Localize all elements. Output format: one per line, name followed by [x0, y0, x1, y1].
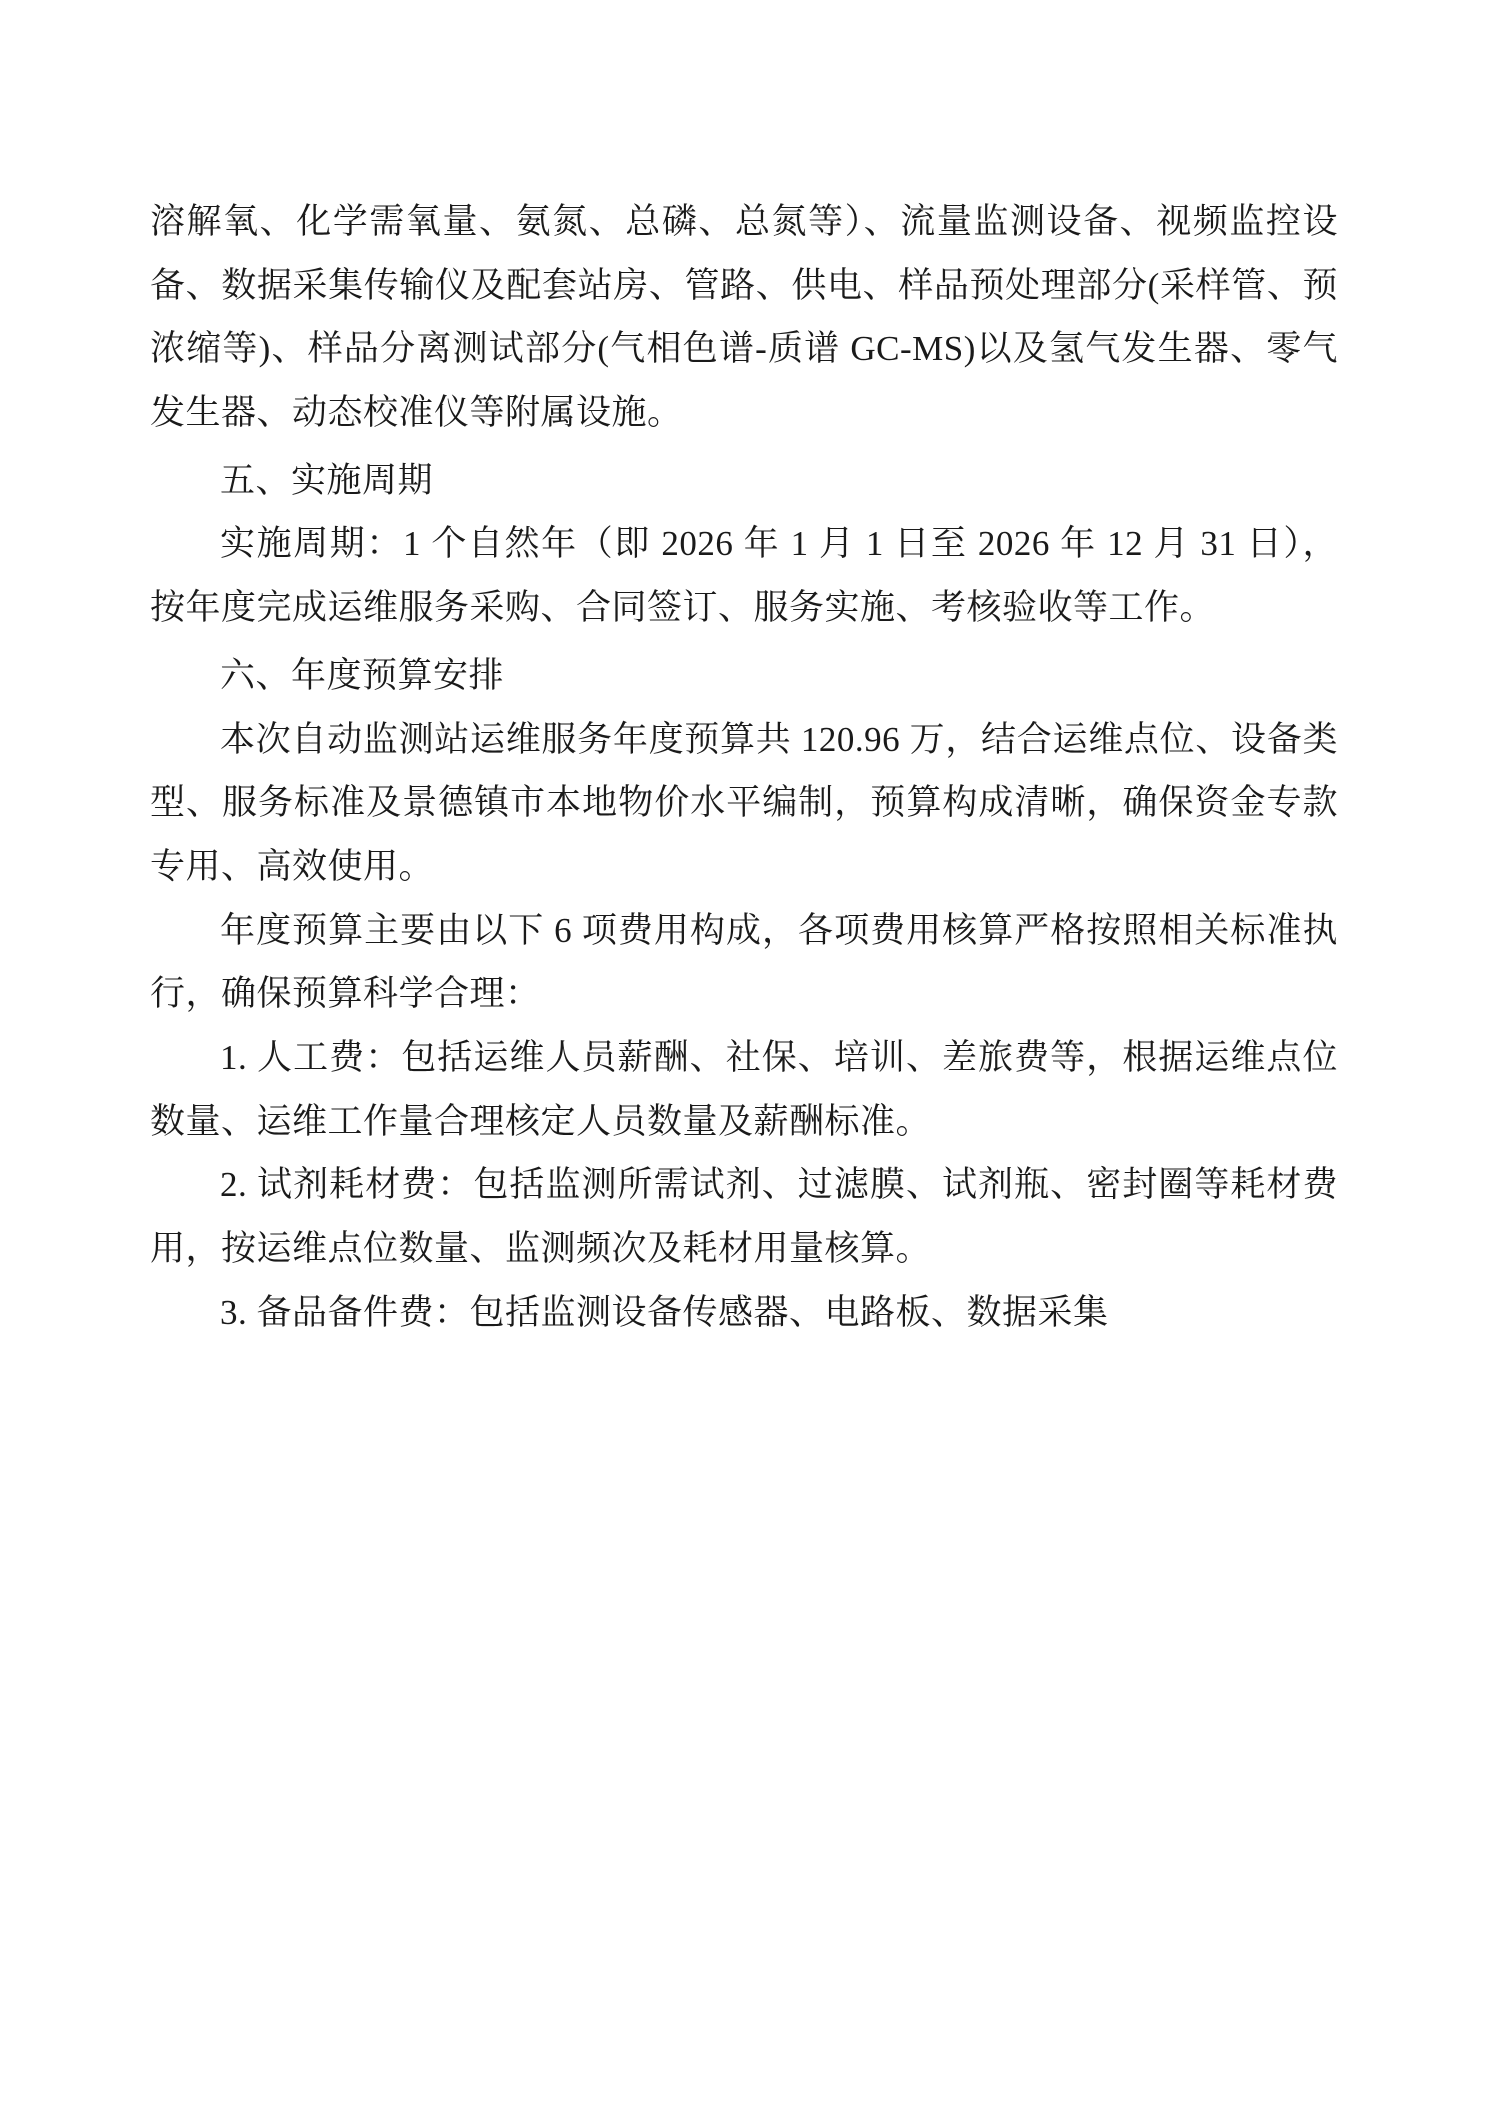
paragraph-budget-total: 本次自动监测站运维服务年度预算共 120.96 万，结合运维点位、设备类型、服务标准及景德镇市本地物价水平编制，预算构成清晰，确保资金专款专用、高效使用。 — [150, 719, 1338, 886]
heading-six-annual-budget: 六、年度预算安排 — [220, 655, 505, 695]
paragraph-item-1-labor-cost: 1. 人工费：包括运维人员薪酬、社保、培训、差旅费等，根据运维点位数量、运维工作量合理核定人员数量及薪酬标准。 — [150, 1037, 1338, 1141]
heading-five-implementation-period: 五、实施周期 — [220, 460, 434, 500]
paragraph-item-2-reagent-cost: 2. 试剂耗材费：包括监测所需试剂、过滤膜、试剂瓶、密封圈等耗材费用，按运维点位数量、监测频次及耗材用量核算。 — [150, 1165, 1338, 1268]
paragraph-implementation-period: 实施周期：1 个自然年（即 2026 年 1 月 1 日至 2026 年 12 月 31 日），按年度完成运维服务采购、合同签订、服务实施、考核验收等工作。 — [150, 524, 1338, 628]
paragraph-item-3-spare-parts-cost: 3. 备品备件费：包括监测设备传感器、电路板、数据采集 — [220, 1292, 1109, 1332]
document-body — [150, 190, 1338, 1344]
paragraph-equipment-list: 溶解氧、化学需氧量、氨氮、总磷、总氮等）、流量监测设备、视频监控设备、数据采集传输仪及配套站房、管路、供电、样品预处理部分(采样管、预浓缩等)、样品分离测试部分(气相色谱-质谱 GC-MS)以及氢气发生器、零气发生器、动态校准仪等附属设施。 — [150, 202, 1338, 433]
paragraph-budget-composition: 年度预算主要由以下 6 项费用构成，各项费用核算严格按照相关标准执行，确保预算科学合理： — [150, 910, 1338, 1014]
